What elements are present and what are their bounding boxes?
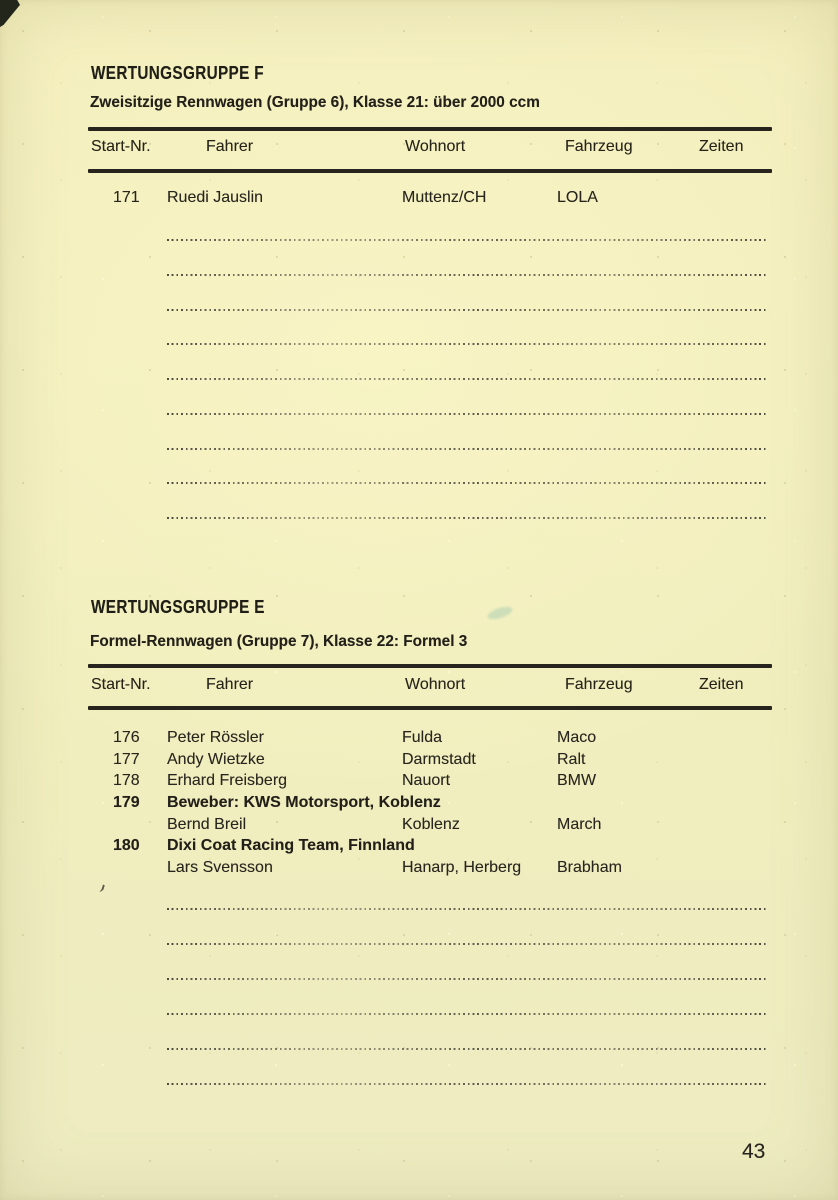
blank-dotted-line <box>167 309 768 311</box>
blank-dotted-line <box>167 343 768 345</box>
cell-fahrzeug: LOLA <box>557 189 598 206</box>
blank-entry-lines-f <box>167 239 768 531</box>
blank-dotted-line <box>167 378 768 380</box>
blank-dotted-line <box>167 448 768 450</box>
column-header-start-nr: Start-Nr. <box>91 676 151 693</box>
column-header-fahrer: Fahrer <box>206 138 254 155</box>
column-header-wohnort: Wohnort <box>405 676 466 693</box>
table-row <box>0 190 838 206</box>
cell-fahrzeug: March <box>557 816 602 833</box>
cell-fahrer: Peter Rössler <box>167 729 264 746</box>
cell-start-nr: 180 <box>113 837 140 854</box>
blank-dotted-line <box>167 1048 768 1050</box>
column-header-zeiten: Zeiten <box>699 676 744 693</box>
column-header-zeiten: Zeiten <box>699 138 744 155</box>
cell-start-nr: 177 <box>113 751 140 768</box>
blank-dotted-line <box>167 239 768 241</box>
table-rule-bottom-f <box>88 169 772 173</box>
cell-fahrer: Lars Svensson <box>167 859 273 876</box>
column-header-start-nr: Start-Nr. <box>91 138 151 155</box>
cell-fahrer: Andy Wietzke <box>167 751 265 768</box>
blank-dotted-line <box>167 413 768 415</box>
cell-fahrzeug: Maco <box>557 729 597 746</box>
section-title-group-e: WERTUNGSGRUPPE E <box>91 597 265 617</box>
blank-entry-lines-e <box>167 908 768 1088</box>
table-row <box>0 752 838 768</box>
page-number: 43 <box>742 1140 766 1163</box>
blank-dotted-line <box>167 908 768 910</box>
section-title-group-f: WERTUNGSGRUPPE F <box>91 63 264 83</box>
cell-fahrer: Erhard Freisberg <box>167 772 288 789</box>
cell-wohnort: Koblenz <box>402 816 460 833</box>
blank-dotted-line <box>167 978 768 980</box>
cell-start-nr: 176 <box>113 729 140 746</box>
cell-fahrzeug: BMW <box>557 772 597 789</box>
cell-wohnort: Hanarp, Herberg <box>402 859 522 876</box>
table-header-f <box>0 139 838 155</box>
column-header-wohnort: Wohnort <box>405 138 466 155</box>
cell-fahrer: Ruedi Jauslin <box>167 189 264 206</box>
cell-start-nr: 178 <box>113 772 140 789</box>
cell-fahrzeug: Brabham <box>557 859 622 876</box>
table-row <box>0 730 838 746</box>
scan-artifact-smudge <box>486 604 514 622</box>
table-row <box>0 773 838 789</box>
section-subtitle-group-f: Zweisitzige Rennwagen (Gruppe 6), Klasse 21: über 2000 ccm <box>90 94 540 111</box>
blank-dotted-line <box>167 1013 768 1015</box>
table-header-e <box>0 677 838 693</box>
column-header-fahrzeug: Fahrzeug <box>565 676 633 693</box>
table-row <box>0 860 838 876</box>
cell-fahrer: Beweber: KWS Motorsport, Koblenz <box>167 794 441 811</box>
cell-fahrzeug: Ralt <box>557 751 586 768</box>
table-row <box>0 817 838 833</box>
scan-artifact-corner-mark <box>0 0 20 27</box>
table-row-entrant <box>0 838 838 854</box>
blank-dotted-line <box>167 482 768 484</box>
cell-wohnort: Muttenz/CH <box>402 189 487 206</box>
cell-wohnort: Darmstadt <box>402 751 476 768</box>
table-rule-bottom-e <box>88 706 772 710</box>
table-row-entrant <box>0 795 838 811</box>
cell-start-nr: 179 <box>113 794 140 811</box>
blank-dotted-line <box>167 274 768 276</box>
table-rule-top-e <box>88 664 772 668</box>
cell-wohnort: Nauort <box>402 772 451 789</box>
cell-wohnort: Fulda <box>402 729 443 746</box>
column-header-fahrzeug: Fahrzeug <box>565 138 633 155</box>
cell-start-nr: 171 <box>113 189 140 206</box>
table-rule-top-f <box>88 127 772 131</box>
section-subtitle-group-e: Formel-Rennwagen (Gruppe 7), Klasse 22: Formel 3 <box>90 633 468 650</box>
blank-dotted-line <box>167 1083 768 1085</box>
column-header-fahrer: Fahrer <box>206 676 254 693</box>
cell-fahrer: Bernd Breil <box>167 816 247 833</box>
scan-artifact-speck <box>96 883 105 892</box>
blank-dotted-line <box>167 943 768 945</box>
blank-dotted-line <box>167 517 768 519</box>
cell-fahrer: Dixi Coat Racing Team, Finnland <box>167 837 415 854</box>
